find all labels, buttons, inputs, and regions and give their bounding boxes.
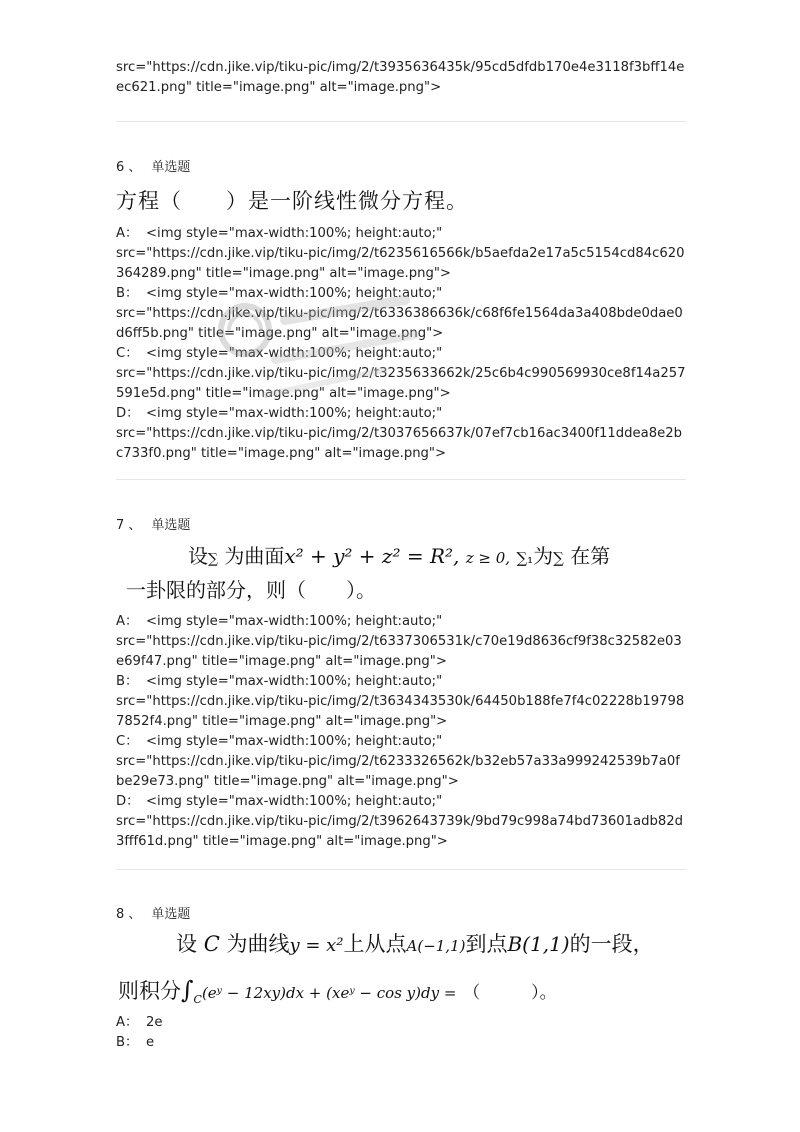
option-text: <img style="max-width:100%; height:auto;" [146,226,443,241]
option-text: <img style="max-width:100%; height:auto;" [146,346,443,361]
question-8-stem-line2: 则积分$\int_C(eʸ - 12xy)dx$ + (xeʸ − cos y)dy = （ ）。 [118,976,557,1007]
option-b[interactable] [116,284,686,344]
question-number: 8 、 [116,907,142,922]
option-a[interactable] [116,1013,163,1033]
option-letter: D： [116,794,140,809]
option-text: src="https://cdn.jike.vip/tiku-pic/img/2/t3037656637k/07ef7cb16ac3400f11ddea8e2b [116,426,682,441]
option-b[interactable] [116,672,684,732]
integrand: (eʸ − 12xy)dx + (xeʸ − cos y)dy = [201,984,457,1002]
prev-option-text-line2: ec621.png" title="image.png" alt="image.png"> [116,80,442,95]
question-type: 单选题 [151,907,191,922]
question-7-header [116,517,190,535]
option-text: <img style="max-width:100%; height:auto;" [146,674,443,689]
option-text: <img style="max-width:100%; height:auto;" [146,794,443,809]
option-letter: C： [116,734,139,749]
sigma-symbol: ∑ [553,549,564,567]
option-a[interactable] [116,612,684,672]
surface-equation: x² + y² + z² = R², [284,544,460,568]
option-letter: B： [116,1035,139,1050]
option-text: src="https://cdn.jike.vip/tiku-pic/img/2/t3235633662k/25c6b4c990569930ce8f14a257 [116,366,686,381]
option-text: src="https://cdn.jike.vip/tiku-pic/img/2/t6337306531k/c70e19d8636cf9f38c32582e03 [116,634,682,649]
option-text: <img style="max-width:100%; height:auto;" [146,286,443,301]
question-8-header [116,906,190,924]
question-type: 单选题 [151,518,191,533]
option-text: 364289.png" title="image.png" alt="image.png"> [116,266,451,281]
divider [116,479,686,480]
question-8-stem-line1: 设 C 为曲线y = x²上从点A(−1,1)到点B(1,1)的一段， [176,932,654,956]
integral-subscript: C [193,993,202,1007]
option-letter: A： [116,614,139,629]
option-text: c733f0.png" title="image.png" alt="image.png"> [116,446,447,461]
option-c[interactable] [116,344,686,404]
option-text: e69f47.png" title="image.png" alt="image.png"> [116,654,447,669]
option-letter: A： [116,1015,139,1030]
option-text: src="https://cdn.jike.vip/tiku-pic/img/2/t3962643739k/9bd79c998a74bd73601adb82d [116,814,683,829]
option-letter: A： [116,226,139,241]
option-text: src="https://cdn.jike.vip/tiku-pic/img/2/t6233326562k/b32eb57a33a999242539b7a0f [116,754,680,769]
question-6-header [116,159,190,177]
option-d[interactable] [116,792,684,852]
question-7-options [116,612,684,852]
option-text: 2e [146,1015,163,1030]
sigma-symbol: ∑ [208,551,218,567]
option-text: 7852f4.png" title="image.png" alt="image.png"> [116,714,448,729]
option-text: be29e73.png" title="image.png" alt="image.png"> [116,774,459,789]
option-text: src="https://cdn.jike.vip/tiku-pic/img/2/t6235616566k/b5aefda2e17a5c5154cd84c620 [116,246,685,261]
question-7-stem-line2: 一卦限的部分，则（ ）。 [126,578,376,602]
option-c[interactable] [116,732,684,792]
integral-sign: ∫ [181,976,194,1004]
question-7-stem-line1: 设∑ 为曲面x² + y² + z² = R², z ≥ 0, ∑₁为∑ 在第 [188,544,611,568]
point-b: B(1,1) [507,932,570,956]
question-6-stem: 方程（ ）是一阶线性微分方程。 [116,189,468,213]
option-text: <img style="max-width:100%; height:auto;" [146,614,443,629]
option-a[interactable] [116,224,686,284]
option-letter: B： [116,674,139,689]
option-b[interactable] [116,1033,163,1053]
prev-option-text-line1: src="https://cdn.jike.vip/tiku-pic/img/2/t3935636435k/95cd5dfdb170e4e3118f3bff14e [116,60,685,75]
question-type: 单选题 [151,160,191,175]
question-6-options [116,224,686,464]
question-8-options [116,1013,163,1053]
option-text: 591e5d.png" title="image.png" alt="image.png"> [116,386,451,401]
answer-blank: （ ）。 [463,983,557,1003]
divider [116,869,686,870]
option-letter: B： [116,286,139,301]
curve-name: C [203,932,220,956]
question-number: 7 、 [116,518,142,533]
option-d[interactable] [116,404,686,464]
sigma1-symbol: ∑₁ [516,549,534,567]
question-number: 6 、 [116,160,142,175]
condition: z ≥ 0, [465,549,511,567]
curve-equation: y = x² [289,935,344,956]
option-text: d6ff5b.png" title="image.png" alt="image.png"> [116,326,444,341]
option-text: e [146,1035,155,1050]
option-text: src="https://cdn.jike.vip/tiku-pic/img/2/t3634343530k/64450b188fe7f4c02228b19798 [116,694,685,709]
option-text: src="https://cdn.jike.vip/tiku-pic/img/2/t6336386636k/c68f6fe1564da3a408bde0dae0 [116,306,683,321]
option-letter: D： [116,406,140,421]
option-text: <img style="max-width:100%; height:auto;" [146,734,443,749]
option-text: 3fff61d.png" title="image.png" alt="image.png"> [116,834,448,849]
divider [116,121,686,122]
option-text: <img style="max-width:100%; height:auto;" [146,406,443,421]
point-a: A(−1,1) [406,937,466,955]
option-letter: C： [116,346,139,361]
